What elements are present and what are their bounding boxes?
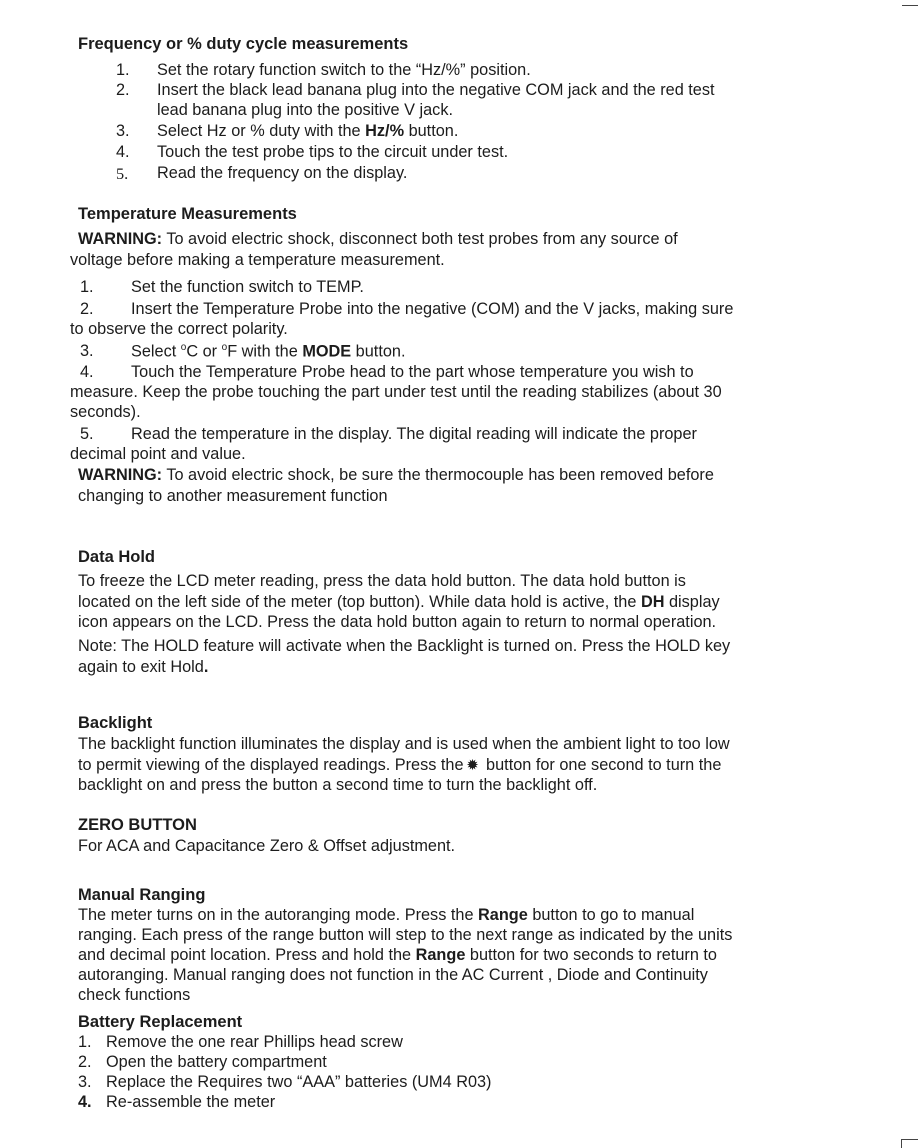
battery-heading: Battery Replacement xyxy=(78,1013,243,1031)
temp-step-4-num: 4. xyxy=(80,363,94,381)
battery-step-4-text: Re-assemble the meter xyxy=(106,1093,276,1111)
freq-step-5-num: 5. xyxy=(116,164,129,183)
zero-heading: ZERO BUTTON xyxy=(78,816,197,834)
crop-mark-top xyxy=(902,5,918,6)
freq-step-3-text: Select Hz or % duty with the Hz/% button. xyxy=(157,122,459,140)
temp-step-5-line1: Read the temperature in the display. The digital reading will indicate the proper xyxy=(131,425,697,443)
freq-step-2-num: 2. xyxy=(116,81,130,99)
battery-step-3-num: 3. xyxy=(78,1073,92,1091)
datahold-note2: again to exit Hold. xyxy=(78,658,209,676)
freq-step-1-text: Set the rotary function switch to the “Hz/%” position. xyxy=(157,61,531,79)
temp-warning1-line2: voltage before making a temperature measurement. xyxy=(70,251,445,269)
temp-warning1-line1: WARNING: To avoid electric shock, disconnect both test probes from any source of xyxy=(78,230,678,248)
manual-line5: check functions xyxy=(78,986,191,1004)
temp-step-1-text: Set the function switch to TEMP. xyxy=(131,278,364,296)
temp-step-2-line1: Insert the Temperature Probe into the negative (COM) and the V jacks, making sure xyxy=(131,300,734,318)
freq-step-2-line1: Insert the black lead banana plug into the negative COM jack and the red test xyxy=(157,81,715,99)
temp-step-4-line3: seconds). xyxy=(70,403,141,421)
freq-step-3-num: 3. xyxy=(116,122,130,140)
temp-step-3-text: Select $^o$C or $^o$F with the MODE button. xyxy=(131,342,406,361)
manual-heading: Manual Ranging xyxy=(78,886,206,904)
temp-step-5-num: 5. xyxy=(80,425,94,443)
backlight-line1: The backlight function illuminates the display and is used when the ambient light to too low xyxy=(78,735,730,753)
temp-step-1-num: 1. xyxy=(80,278,94,296)
manual-line3: and decimal point location. Press and hold the Range button for two seconds to return to xyxy=(78,946,717,964)
datahold-line1: To freeze the LCD meter reading, press the data hold button. The data hold button is xyxy=(78,572,686,590)
frequency-heading: Frequency or % duty cycle measurements xyxy=(78,35,409,53)
battery-step-4-num: 4. xyxy=(78,1093,92,1111)
temp-step-2-line2: to observe the correct polarity. xyxy=(70,320,288,338)
temp-step-4-line1: Touch the Temperature Probe head to the part whose temperature you wish to xyxy=(131,363,694,381)
zero-line1: For ACA and Capacitance Zero & Offset adjustment. xyxy=(78,837,456,855)
crop-mark-bottom-horizontal xyxy=(902,1139,918,1140)
battery-step-2-num: 2. xyxy=(78,1053,92,1071)
manual-line4: autoranging. Manual ranging does not function in the AC Current , Diode and Continuity xyxy=(78,966,708,984)
manual-line1: The meter turns on in the autoranging mode. Press the Range button to go to manual xyxy=(78,906,695,924)
sun-icon: ✹ xyxy=(466,757,479,774)
datahold-heading: Data Hold xyxy=(78,548,156,566)
crop-mark-bottom-vertical xyxy=(901,1139,902,1148)
freq-step-5-text: Read the frequency on the display. xyxy=(157,164,408,182)
backlight-line2: to permit viewing of the displayed readings. Press the ✹ button for one second to turn the xyxy=(78,756,722,774)
battery-step-2-text: Open the battery compartment xyxy=(106,1053,327,1071)
manual-line2: ranging. Each press of the range button will step to the next range as indicated by the units xyxy=(78,926,733,944)
datahold-line2: located on the left side of the meter (top button). While data hold is active, the DH display xyxy=(78,593,720,611)
datahold-note1: Note: The HOLD feature will activate when the Backlight is turned on. Press the HOLD key xyxy=(78,637,731,655)
battery-step-3-text: Replace the Requires two “AAA” batteries (UM4 R03) xyxy=(106,1073,492,1091)
backlight-line3: backlight on and press the button a second time to turn the backlight off. xyxy=(78,776,598,794)
temp-warning2-line1: WARNING: To avoid electric shock, be sure the thermocouple has been removed before xyxy=(78,466,714,484)
freq-step-4-text: Touch the test probe tips to the circuit under test. xyxy=(157,143,509,161)
temperature-heading: Temperature Measurements xyxy=(78,205,297,223)
battery-step-1-text: Remove the one rear Phillips head screw xyxy=(106,1033,403,1051)
freq-step-2-line2: lead banana plug into the positive V jack. xyxy=(157,101,453,119)
temp-step-2-num: 2. xyxy=(80,300,94,318)
backlight-heading: Backlight xyxy=(78,714,153,732)
temp-step-5-line2: decimal point and value. xyxy=(70,445,246,463)
freq-step-4-num: 4. xyxy=(116,143,130,161)
datahold-line3: icon appears on the LCD. Press the data hold button again to return to normal operation. xyxy=(78,613,717,631)
freq-step-1-num: 1. xyxy=(116,61,130,79)
temp-warning2-line2: changing to another measurement function xyxy=(78,487,388,505)
temp-step-3-num: 3. xyxy=(80,342,94,360)
battery-step-1-num: 1. xyxy=(78,1033,92,1051)
temp-step-4-line2: measure. Keep the probe touching the part under test until the reading stabilizes (about 30 xyxy=(70,383,722,401)
